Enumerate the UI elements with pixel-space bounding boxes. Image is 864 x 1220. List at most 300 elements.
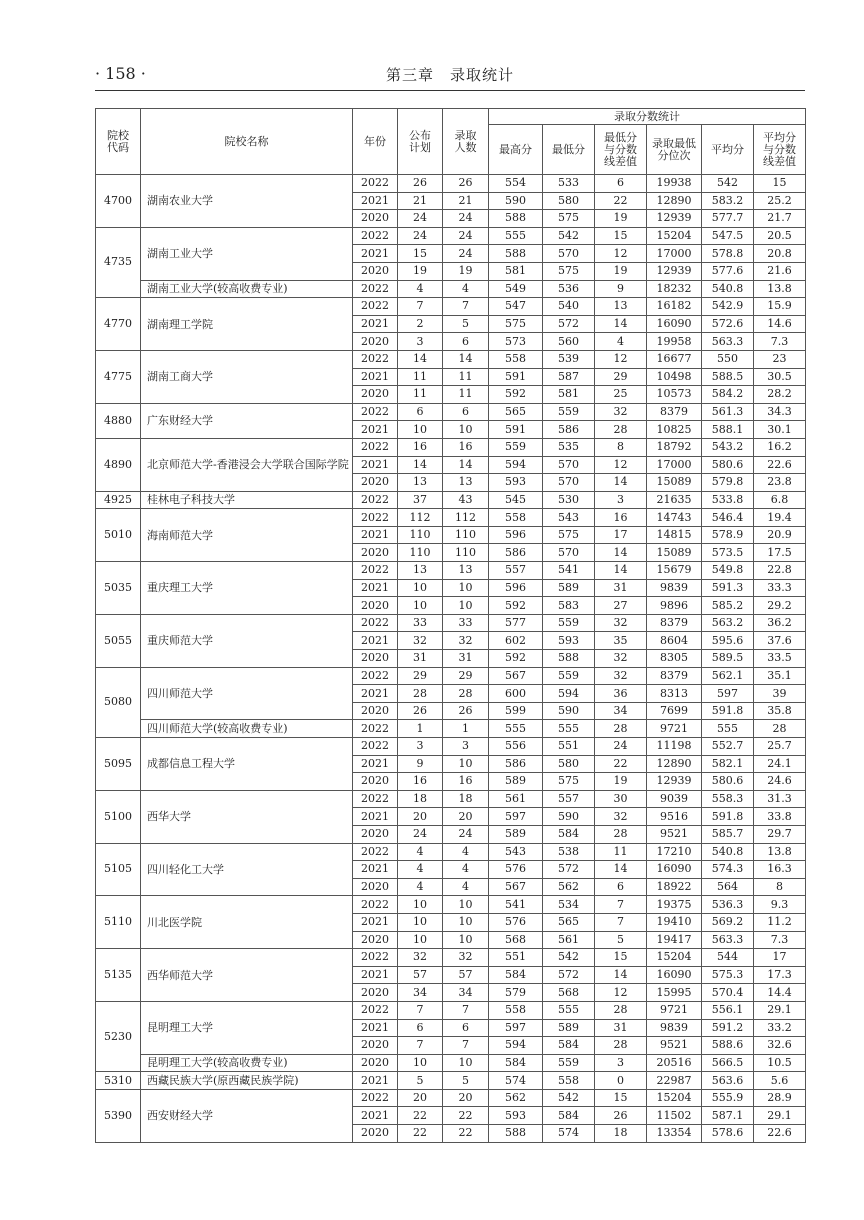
- table-cell: 2022: [353, 350, 398, 368]
- table-cell: 20: [398, 1089, 443, 1107]
- table-cell: 2020: [353, 878, 398, 896]
- page-header: [95, 62, 805, 88]
- table-cell: 591.2: [702, 1019, 754, 1037]
- table-cell: 14: [595, 315, 647, 333]
- table-cell: 28: [443, 685, 489, 703]
- table-cell: 559: [543, 614, 595, 632]
- table-cell: 20: [443, 1089, 489, 1107]
- table-cell: 21635: [647, 491, 702, 509]
- table-row: [96, 280, 806, 298]
- table-cell: 545: [489, 491, 543, 509]
- table-cell: 15: [398, 245, 443, 263]
- table-cell: 3: [595, 1054, 647, 1072]
- table-cell: 585.7: [702, 825, 754, 843]
- table-cell: 25.7: [754, 738, 806, 756]
- table-cell: 112: [398, 509, 443, 527]
- table-cell: 32: [595, 808, 647, 826]
- table-cell: 31: [595, 579, 647, 597]
- table-cell: 4: [443, 280, 489, 298]
- table-cell: 5: [398, 1072, 443, 1090]
- table-cell: 564: [702, 878, 754, 896]
- table-cell: 597: [489, 1019, 543, 1037]
- table-cell: 588: [489, 245, 543, 263]
- table-cell: 2020: [353, 210, 398, 228]
- table-cell: 9516: [647, 808, 702, 826]
- table-cell: 586: [543, 421, 595, 439]
- table-cell: 9896: [647, 597, 702, 615]
- table-cell: 2020: [353, 1125, 398, 1143]
- table-cell: 32.6: [754, 1037, 806, 1055]
- table-cell: 21.7: [754, 210, 806, 228]
- table-cell: 29: [398, 667, 443, 685]
- table-cell: 10: [443, 755, 489, 773]
- table-cell: 582.1: [702, 755, 754, 773]
- table-cell: 3: [443, 738, 489, 756]
- table-cell: 563.3: [702, 333, 754, 351]
- table-cell: 2022: [353, 614, 398, 632]
- table-body: [96, 175, 806, 1143]
- table-cell: 590: [489, 192, 543, 210]
- table-cell: 16: [398, 773, 443, 791]
- table-cell: 2021: [353, 421, 398, 439]
- table-cell: 26: [595, 1107, 647, 1125]
- school-code: 5105: [96, 843, 141, 896]
- table-cell: 31: [443, 650, 489, 668]
- table-cell: 14: [595, 544, 647, 562]
- table-cell: 16: [595, 509, 647, 527]
- table-cell: 10498: [647, 368, 702, 386]
- table-cell: 34.3: [754, 403, 806, 421]
- table-row: [96, 175, 806, 193]
- table-cell: 17.5: [754, 544, 806, 562]
- table-cell: 10: [398, 931, 443, 949]
- table-cell: 17: [595, 526, 647, 544]
- table-cell: 10: [443, 1054, 489, 1072]
- table-cell: 22: [595, 755, 647, 773]
- table-cell: 2020: [353, 474, 398, 492]
- school-name: 湖南工商大学: [141, 350, 353, 403]
- table-cell: 562: [543, 878, 595, 896]
- table-cell: 7: [398, 1037, 443, 1055]
- table-cell: 10: [443, 579, 489, 597]
- table-cell: 14: [398, 456, 443, 474]
- table-cell: 8313: [647, 685, 702, 703]
- table-cell: 556: [489, 738, 543, 756]
- table-cell: 2022: [353, 790, 398, 808]
- table-cell: 33: [443, 614, 489, 632]
- table-row: [96, 438, 806, 456]
- table-cell: 30.1: [754, 421, 806, 439]
- table-cell: 12939: [647, 210, 702, 228]
- table-cell: 581: [543, 386, 595, 404]
- table-cell: 3: [398, 333, 443, 351]
- table-cell: 549.8: [702, 562, 754, 580]
- table-cell: 557: [543, 790, 595, 808]
- table-row: [96, 1054, 806, 1072]
- school-name: 广东财经大学: [141, 403, 353, 438]
- table-cell: 5: [595, 931, 647, 949]
- table-cell: 570: [543, 456, 595, 474]
- table-cell: 13: [398, 562, 443, 580]
- table-cell: 559: [543, 1054, 595, 1072]
- table-cell: 15995: [647, 984, 702, 1002]
- table-cell: 7: [398, 298, 443, 316]
- table-cell: 11: [443, 386, 489, 404]
- table-cell: 2022: [353, 843, 398, 861]
- table-cell: 5: [443, 1072, 489, 1090]
- table-cell: 567: [489, 667, 543, 685]
- table-cell: 8: [754, 878, 806, 896]
- table-cell: 8379: [647, 614, 702, 632]
- table-cell: 542: [543, 949, 595, 967]
- table-cell: 29.1: [754, 1001, 806, 1019]
- school-name: 川北医学院: [141, 896, 353, 949]
- table-cell: 578.6: [702, 1125, 754, 1143]
- table-cell: 2020: [353, 773, 398, 791]
- table-cell: 35: [595, 632, 647, 650]
- table-cell: 9839: [647, 1019, 702, 1037]
- table-cell: 14: [443, 350, 489, 368]
- table-cell: 2021: [353, 245, 398, 263]
- table-row: [96, 509, 806, 527]
- table-cell: 35.1: [754, 667, 806, 685]
- table-cell: 28: [595, 825, 647, 843]
- school-name: 北京师范大学-香港浸会大学联合国际学院: [141, 438, 353, 491]
- table-cell: 572: [543, 315, 595, 333]
- table-cell: 28: [595, 421, 647, 439]
- table-cell: 11: [398, 368, 443, 386]
- table-cell: 570: [543, 245, 595, 263]
- table-cell: 599: [489, 702, 543, 720]
- school-name: 重庆师范大学: [141, 614, 353, 667]
- table-cell: 12939: [647, 773, 702, 791]
- table-cell: 575: [543, 526, 595, 544]
- table-cell: 57: [443, 966, 489, 984]
- table-cell: 16: [398, 438, 443, 456]
- table-cell: 20516: [647, 1054, 702, 1072]
- table-cell: 13.8: [754, 843, 806, 861]
- table-cell: 9: [595, 280, 647, 298]
- table-row: [96, 667, 806, 685]
- table-cell: 584.2: [702, 386, 754, 404]
- table-cell: 583.2: [702, 192, 754, 210]
- table-cell: 22: [398, 1125, 443, 1143]
- table-cell: 27: [595, 597, 647, 615]
- table-cell: 12890: [647, 755, 702, 773]
- table-cell: 29: [443, 667, 489, 685]
- table-cell: 2020: [353, 333, 398, 351]
- table-cell: 542: [543, 1089, 595, 1107]
- table-cell: 1: [398, 720, 443, 738]
- table-row: [96, 720, 806, 738]
- table-cell: 37.6: [754, 632, 806, 650]
- table-cell: 15: [595, 1089, 647, 1107]
- table-cell: 2021: [353, 861, 398, 879]
- table-cell: 37: [398, 491, 443, 509]
- school-name: 四川师范大学: [141, 667, 353, 720]
- table-cell: 32: [398, 632, 443, 650]
- table-cell: 555: [543, 720, 595, 738]
- table-cell: 542: [543, 227, 595, 245]
- table-cell: 549: [489, 280, 543, 298]
- table-cell: 2022: [353, 403, 398, 421]
- table-cell: 57: [398, 966, 443, 984]
- table-cell: 580.6: [702, 773, 754, 791]
- header-min-diff: 最低分与分数线差值: [595, 125, 647, 175]
- table-cell: 594: [543, 685, 595, 703]
- table-cell: 584: [543, 1037, 595, 1055]
- table-cell: 19410: [647, 913, 702, 931]
- school-name: 重庆理工大学: [141, 562, 353, 615]
- table-cell: 33.2: [754, 1019, 806, 1037]
- table-cell: 2020: [353, 650, 398, 668]
- table-cell: 569.2: [702, 913, 754, 931]
- table-cell: 22.8: [754, 562, 806, 580]
- table-cell: 593: [543, 632, 595, 650]
- table-cell: 4: [398, 843, 443, 861]
- table-cell: 4: [443, 861, 489, 879]
- table-cell: 559: [489, 438, 543, 456]
- table-cell: 2020: [353, 1037, 398, 1055]
- table-cell: 16090: [647, 966, 702, 984]
- table-cell: 4: [443, 878, 489, 896]
- table-cell: 36: [595, 685, 647, 703]
- table-cell: 34: [443, 984, 489, 1002]
- table-cell: 7699: [647, 702, 702, 720]
- school-code: 4880: [96, 403, 141, 438]
- table-cell: 14743: [647, 509, 702, 527]
- table-cell: 591.8: [702, 702, 754, 720]
- table-cell: 2020: [353, 597, 398, 615]
- table-cell: 592: [489, 386, 543, 404]
- table-cell: 2022: [353, 738, 398, 756]
- table-cell: 31.3: [754, 790, 806, 808]
- table-cell: 585.2: [702, 597, 754, 615]
- table-cell: 29: [595, 368, 647, 386]
- table-cell: 2022: [353, 509, 398, 527]
- table-row: [96, 1072, 806, 1090]
- table-cell: 565: [489, 403, 543, 421]
- table-cell: 7: [443, 298, 489, 316]
- table-cell: 543: [489, 843, 543, 861]
- table-cell: 9721: [647, 720, 702, 738]
- table-cell: 13: [595, 298, 647, 316]
- table-cell: 2020: [353, 262, 398, 280]
- table-cell: 563.6: [702, 1072, 754, 1090]
- table-row: [96, 949, 806, 967]
- table-cell: 11: [443, 368, 489, 386]
- table-row: [96, 843, 806, 861]
- table-cell: 28: [398, 685, 443, 703]
- table-cell: 33.8: [754, 808, 806, 826]
- page-number: · 158 ·: [95, 64, 146, 83]
- table-cell: 558: [489, 350, 543, 368]
- table-row: [96, 790, 806, 808]
- school-code: 4890: [96, 438, 141, 491]
- table-cell: 570: [543, 544, 595, 562]
- table-cell: 552.7: [702, 738, 754, 756]
- table-cell: 584: [489, 1054, 543, 1072]
- table-cell: 588.1: [702, 421, 754, 439]
- table-cell: 15204: [647, 227, 702, 245]
- table-cell: 31: [398, 650, 443, 668]
- school-code: 5310: [96, 1072, 141, 1090]
- table-cell: 589: [543, 579, 595, 597]
- table-cell: 2021: [353, 808, 398, 826]
- table-cell: 555.9: [702, 1089, 754, 1107]
- table-cell: 555: [543, 1001, 595, 1019]
- table-cell: 4: [398, 861, 443, 879]
- school-code: 5035: [96, 562, 141, 615]
- table-cell: 542.9: [702, 298, 754, 316]
- table-cell: 32: [595, 614, 647, 632]
- table-cell: 24: [443, 825, 489, 843]
- table-cell: 0: [595, 1072, 647, 1090]
- table-cell: 21.6: [754, 262, 806, 280]
- header-rule: [95, 90, 805, 91]
- table-cell: 9521: [647, 1037, 702, 1055]
- table-cell: 15089: [647, 544, 702, 562]
- table-cell: 540: [543, 298, 595, 316]
- table-cell: 32: [443, 949, 489, 967]
- table-cell: 7: [595, 896, 647, 914]
- table-cell: 602: [489, 632, 543, 650]
- school-code: 4700: [96, 175, 141, 228]
- table-cell: 13354: [647, 1125, 702, 1143]
- table-cell: 591.3: [702, 579, 754, 597]
- table-cell: 10.5: [754, 1054, 806, 1072]
- table-cell: 7: [595, 913, 647, 931]
- table-cell: 2022: [353, 949, 398, 967]
- table-cell: 2021: [353, 526, 398, 544]
- table-cell: 11198: [647, 738, 702, 756]
- table-cell: 31: [595, 1019, 647, 1037]
- table-cell: 574.3: [702, 861, 754, 879]
- table-cell: 26: [443, 702, 489, 720]
- table-cell: 597: [702, 685, 754, 703]
- table-cell: 24.6: [754, 773, 806, 791]
- table-cell: 25: [595, 386, 647, 404]
- chapter-title: 第三章 录取统计: [385, 66, 514, 84]
- table-cell: 581: [489, 262, 543, 280]
- school-name: 桂林电子科技大学: [141, 491, 353, 509]
- table-cell: 8379: [647, 403, 702, 421]
- table-cell: 2021: [353, 685, 398, 703]
- table-row: [96, 1001, 806, 1019]
- table-cell: 574: [543, 1125, 595, 1143]
- table-cell: 22: [443, 1125, 489, 1143]
- table-cell: 2022: [353, 280, 398, 298]
- table-cell: 565: [543, 913, 595, 931]
- table-cell: 19: [398, 262, 443, 280]
- table-cell: 32: [595, 650, 647, 668]
- table-cell: 15: [595, 227, 647, 245]
- table-cell: 4: [398, 280, 443, 298]
- table-cell: 112: [443, 509, 489, 527]
- table-cell: 12939: [647, 262, 702, 280]
- table-cell: 16090: [647, 861, 702, 879]
- table-cell: 30: [595, 790, 647, 808]
- table-cell: 593: [489, 1107, 543, 1125]
- table-cell: 43: [443, 491, 489, 509]
- table-cell: 13: [443, 562, 489, 580]
- table-cell: 17210: [647, 843, 702, 861]
- table-cell: 559: [543, 667, 595, 685]
- school-code: 5110: [96, 896, 141, 949]
- school-name: 四川师范大学(较高收费专业): [141, 720, 353, 738]
- school-code: 5080: [96, 667, 141, 737]
- table-cell: 2022: [353, 298, 398, 316]
- school-name: 湖南理工学院: [141, 298, 353, 351]
- table-cell: 9039: [647, 790, 702, 808]
- table-cell: 24: [443, 245, 489, 263]
- table-cell: 561: [489, 790, 543, 808]
- table-cell: 562: [489, 1089, 543, 1107]
- table-cell: 580: [543, 755, 595, 773]
- table-cell: 18: [595, 1125, 647, 1143]
- table-cell: 568: [543, 984, 595, 1002]
- table-cell: 24.1: [754, 755, 806, 773]
- table-cell: 572.6: [702, 315, 754, 333]
- table-cell: 21: [443, 192, 489, 210]
- table-cell: 16: [443, 438, 489, 456]
- table-cell: 587: [543, 368, 595, 386]
- table-cell: 2: [398, 315, 443, 333]
- table-cell: 33.5: [754, 650, 806, 668]
- school-code: 5390: [96, 1089, 141, 1142]
- table-cell: 556.1: [702, 1001, 754, 1019]
- header-name: 院校名称: [141, 109, 353, 175]
- table-cell: 588.5: [702, 368, 754, 386]
- table-cell: 20: [398, 808, 443, 826]
- table-cell: 16.3: [754, 861, 806, 879]
- table-cell: 542: [702, 175, 754, 193]
- table-cell: 13.8: [754, 280, 806, 298]
- table-row: [96, 614, 806, 632]
- table-cell: 12890: [647, 192, 702, 210]
- table-cell: 577: [489, 614, 543, 632]
- table-row: [96, 491, 806, 509]
- table-cell: 10: [443, 931, 489, 949]
- table-cell: 6: [595, 175, 647, 193]
- table-cell: 15089: [647, 474, 702, 492]
- school-name: 成都信息工程大学: [141, 738, 353, 791]
- table-cell: 7: [443, 1001, 489, 1019]
- table-row: [96, 227, 806, 245]
- table-cell: 6: [398, 1019, 443, 1037]
- table-cell: 546.4: [702, 509, 754, 527]
- table-cell: 17.3: [754, 966, 806, 984]
- table-cell: 6.8: [754, 491, 806, 509]
- table-cell: 541: [489, 896, 543, 914]
- table-cell: 22.6: [754, 1125, 806, 1143]
- table-cell: 23.8: [754, 474, 806, 492]
- table-cell: 16182: [647, 298, 702, 316]
- table-cell: 8: [595, 438, 647, 456]
- table-cell: 589.5: [702, 650, 754, 668]
- table-cell: 10: [398, 421, 443, 439]
- table-cell: 2020: [353, 386, 398, 404]
- table-cell: 575: [543, 262, 595, 280]
- table-cell: 14.6: [754, 315, 806, 333]
- table-cell: 586: [489, 544, 543, 562]
- table-cell: 6: [398, 403, 443, 421]
- table-cell: 591: [489, 421, 543, 439]
- table-cell: 14: [595, 966, 647, 984]
- table-cell: 12: [595, 456, 647, 474]
- table-row: [96, 738, 806, 756]
- table-cell: 9521: [647, 825, 702, 843]
